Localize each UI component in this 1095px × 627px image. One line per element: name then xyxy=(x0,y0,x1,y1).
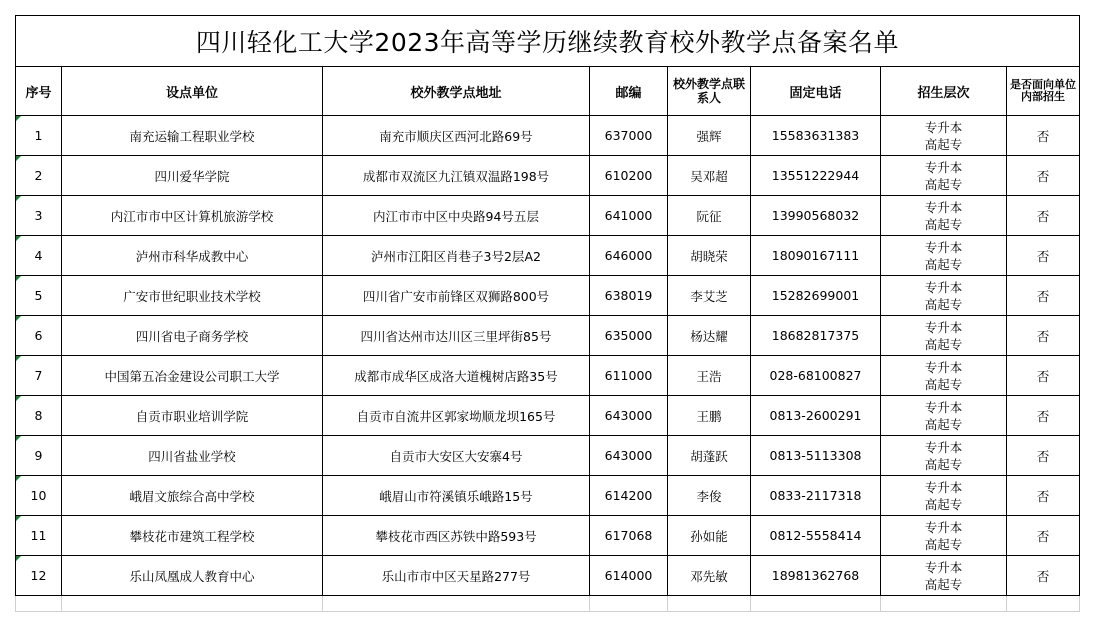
cell-address[interactable]: 南充市顺庆区西河北路69号 xyxy=(323,116,590,156)
cell-postcode[interactable]: 643000 xyxy=(590,396,668,436)
level-upgrade: 专升本 xyxy=(924,119,963,135)
cell-seq[interactable]: 7 xyxy=(16,356,62,396)
cell-seq[interactable]: 9 xyxy=(16,436,62,476)
cell-unit[interactable]: 广安市世纪职业技术学校 xyxy=(62,276,323,316)
level-highschool: 高起专 xyxy=(924,416,963,432)
cell-address[interactable]: 内江市市中区中央路94号五层 xyxy=(323,196,590,236)
level-highschool: 高起专 xyxy=(924,256,963,272)
level-upgrade: 专升本 xyxy=(924,359,963,375)
cell-phone[interactable]: 028-68100827 xyxy=(751,356,881,396)
cell-address[interactable]: 攀枝花市西区苏铁中路593号 xyxy=(323,516,590,556)
level-highschool: 高起专 xyxy=(924,576,963,592)
cell-postcode[interactable]: 635000 xyxy=(590,316,668,356)
cell-postcode[interactable]: 614200 xyxy=(590,476,668,516)
cell-address[interactable]: 成都市成华区成洛大道槐树店路35号 xyxy=(323,356,590,396)
record-table xyxy=(15,15,1080,612)
cell-phone[interactable]: 0812-5558414 xyxy=(751,516,881,556)
header-unit[interactable]: 设点单位 xyxy=(62,67,323,116)
cell-contact[interactable]: 强辉 xyxy=(668,116,751,156)
cell-contact[interactable]: 李俊 xyxy=(668,476,751,516)
level-highschool: 高起专 xyxy=(924,496,963,512)
level-highschool: 高起专 xyxy=(924,376,963,392)
cell-internal[interactable]: 否 xyxy=(1007,236,1080,276)
cell-contact[interactable]: 李艾芝 xyxy=(668,276,751,316)
cell-phone[interactable]: 13990568032 xyxy=(751,196,881,236)
header-postcode[interactable]: 邮编 xyxy=(590,67,668,116)
level-upgrade: 专升本 xyxy=(924,559,963,575)
cell-phone[interactable]: 0813-2600291 xyxy=(751,396,881,436)
cell-level[interactable] xyxy=(881,356,1007,396)
level-highschool: 高起专 xyxy=(924,176,963,192)
empty-cell[interactable] xyxy=(668,596,751,612)
cell-postcode[interactable]: 610200 xyxy=(590,156,668,196)
cell-unit[interactable]: 中国第五冶金建设公司职工大学 xyxy=(62,356,323,396)
cell-level[interactable] xyxy=(881,556,1007,596)
level-upgrade: 专升本 xyxy=(924,319,963,335)
cell-contact[interactable]: 阮征 xyxy=(668,196,751,236)
cell-internal[interactable]: 否 xyxy=(1007,556,1080,596)
cell-phone[interactable]: 0813-5113308 xyxy=(751,436,881,476)
cell-phone[interactable]: 15583631383 xyxy=(751,116,881,156)
cell-level[interactable] xyxy=(881,196,1007,236)
cell-level[interactable] xyxy=(881,396,1007,436)
cell-seq[interactable]: 12 xyxy=(16,556,62,596)
level-upgrade: 专升本 xyxy=(924,519,963,535)
cell-postcode[interactable]: 614000 xyxy=(590,556,668,596)
table-row xyxy=(16,556,1080,596)
table-row xyxy=(16,196,1080,236)
table-row xyxy=(16,396,1080,436)
cell-phone[interactable]: 15282699001 xyxy=(751,276,881,316)
cell-unit[interactable]: 自贡市职业培训学院 xyxy=(62,396,323,436)
cell-internal[interactable]: 否 xyxy=(1007,116,1080,156)
cell-address[interactable]: 峨眉山市符溪镇乐峨路15号 xyxy=(323,476,590,516)
cell-contact[interactable]: 杨达耀 xyxy=(668,316,751,356)
cell-unit[interactable]: 峨眉文旅综合高中学校 xyxy=(62,476,323,516)
cell-postcode[interactable]: 643000 xyxy=(590,436,668,476)
empty-cell[interactable] xyxy=(62,596,323,612)
cell-address[interactable]: 自贡市自流井区郭家坳顺龙坝165号 xyxy=(323,396,590,436)
cell-seq[interactable]: 2 xyxy=(16,156,62,196)
empty-cell[interactable] xyxy=(1007,596,1080,612)
empty-cell[interactable] xyxy=(751,596,881,612)
cell-internal[interactable]: 否 xyxy=(1007,356,1080,396)
cell-phone[interactable]: 18090167111 xyxy=(751,236,881,276)
cell-level[interactable] xyxy=(881,516,1007,556)
cell-level[interactable] xyxy=(881,156,1007,196)
empty-cell[interactable] xyxy=(881,596,1007,612)
cell-unit[interactable]: 南充运输工程职业学校 xyxy=(62,116,323,156)
cell-phone[interactable]: 0833-2117318 xyxy=(751,476,881,516)
cell-seq[interactable]: 5 xyxy=(16,276,62,316)
header-phone[interactable]: 固定电话 xyxy=(751,67,881,116)
cell-address[interactable]: 四川省广安市前锋区双狮路800号 xyxy=(323,276,590,316)
level-upgrade: 专升本 xyxy=(924,159,963,175)
empty-row xyxy=(16,596,1080,612)
cell-contact[interactable]: 孙如能 xyxy=(668,516,751,556)
level-upgrade: 专升本 xyxy=(924,279,963,295)
table-row xyxy=(16,516,1080,556)
cell-unit[interactable]: 四川省盐业学校 xyxy=(62,436,323,476)
cell-seq[interactable]: 11 xyxy=(16,516,62,556)
cell-seq[interactable]: 6 xyxy=(16,316,62,356)
cell-address[interactable]: 成都市双流区九江镇双温路198号 xyxy=(323,156,590,196)
empty-cell[interactable] xyxy=(16,596,62,612)
cell-unit[interactable]: 泸州市科华成教中心 xyxy=(62,236,323,276)
header-seq[interactable]: 序号 xyxy=(16,67,62,116)
cell-internal[interactable]: 否 xyxy=(1007,476,1080,516)
page-title[interactable]: 四川轻化工大学2023年高等学历继续教育校外教学点备案名单 xyxy=(16,16,1080,67)
level-highschool: 高起专 xyxy=(924,336,963,352)
cell-seq[interactable]: 10 xyxy=(16,476,62,516)
cell-address[interactable]: 乐山市市中区天星路277号 xyxy=(323,556,590,596)
level-upgrade: 专升本 xyxy=(924,199,963,215)
cell-phone[interactable]: 18682817375 xyxy=(751,316,881,356)
cell-internal[interactable]: 否 xyxy=(1007,156,1080,196)
level-highschool: 高起专 xyxy=(924,456,963,472)
cell-level[interactable] xyxy=(881,316,1007,356)
level-upgrade: 专升本 xyxy=(924,239,963,255)
cell-address[interactable]: 四川省达州市达川区三里坪街85号 xyxy=(323,316,590,356)
level-upgrade: 专升本 xyxy=(924,399,963,415)
cell-level[interactable] xyxy=(881,276,1007,316)
cell-unit[interactable]: 四川省电子商务学校 xyxy=(62,316,323,356)
cell-contact[interactable]: 胡晓荣 xyxy=(668,236,751,276)
cell-postcode[interactable]: 611000 xyxy=(590,356,668,396)
cell-phone[interactable]: 18981362768 xyxy=(751,556,881,596)
cell-seq[interactable]: 1 xyxy=(16,116,62,156)
cell-postcode[interactable]: 646000 xyxy=(590,236,668,276)
table-row xyxy=(16,356,1080,396)
cell-seq[interactable]: 4 xyxy=(16,236,62,276)
cell-unit[interactable]: 攀枝花市建筑工程学校 xyxy=(62,516,323,556)
cell-level[interactable] xyxy=(881,436,1007,476)
cell-internal[interactable]: 否 xyxy=(1007,516,1080,556)
level-highschool: 高起专 xyxy=(924,536,963,552)
spreadsheet xyxy=(15,15,1080,612)
cell-internal[interactable]: 否 xyxy=(1007,196,1080,236)
level-highschool: 高起专 xyxy=(924,296,963,312)
table-row xyxy=(16,316,1080,356)
header-internal[interactable]: 是否面向单位内部招生 xyxy=(1007,67,1080,116)
table-row xyxy=(16,236,1080,276)
table-row xyxy=(16,116,1080,156)
cell-unit[interactable]: 四川爱华学院 xyxy=(62,156,323,196)
table-row xyxy=(16,476,1080,516)
cell-contact[interactable]: 王鹏 xyxy=(668,396,751,436)
cell-contact[interactable]: 邓先敏 xyxy=(668,556,751,596)
level-upgrade: 专升本 xyxy=(924,439,963,455)
level-upgrade: 专升本 xyxy=(924,479,963,495)
cell-internal[interactable]: 否 xyxy=(1007,316,1080,356)
header-address[interactable]: 校外教学点地址 xyxy=(323,67,590,116)
header-contact[interactable]: 校外教学点联系人 xyxy=(668,67,751,116)
cell-unit[interactable]: 乐山凤凰成人教育中心 xyxy=(62,556,323,596)
cell-contact[interactable]: 吴邓超 xyxy=(668,156,751,196)
level-highschool: 高起专 xyxy=(924,136,963,152)
cell-address[interactable]: 泸州市江阳区肖巷子3号2层A2 xyxy=(323,236,590,276)
header-row xyxy=(16,67,1080,116)
cell-seq[interactable]: 3 xyxy=(16,196,62,236)
cell-seq[interactable]: 8 xyxy=(16,396,62,436)
cell-level[interactable] xyxy=(881,476,1007,516)
table-row xyxy=(16,276,1080,316)
cell-unit[interactable]: 内江市市中区计算机旅游学校 xyxy=(62,196,323,236)
cell-postcode[interactable]: 617068 xyxy=(590,516,668,556)
cell-address[interactable]: 自贡市大安区大安寨4号 xyxy=(323,436,590,476)
cell-contact[interactable]: 王浩 xyxy=(668,356,751,396)
cell-level[interactable] xyxy=(881,236,1007,276)
cell-internal[interactable]: 否 xyxy=(1007,396,1080,436)
cell-internal[interactable]: 否 xyxy=(1007,276,1080,316)
cell-contact[interactable]: 胡蓬跃 xyxy=(668,436,751,476)
cell-postcode[interactable]: 637000 xyxy=(590,116,668,156)
cell-internal[interactable]: 否 xyxy=(1007,436,1080,476)
table-row xyxy=(16,156,1080,196)
cell-level[interactable] xyxy=(881,116,1007,156)
table-row xyxy=(16,436,1080,476)
empty-cell[interactable] xyxy=(590,596,668,612)
cell-postcode[interactable]: 638019 xyxy=(590,276,668,316)
cell-postcode[interactable]: 641000 xyxy=(590,196,668,236)
cell-phone[interactable]: 13551222944 xyxy=(751,156,881,196)
empty-cell[interactable] xyxy=(323,596,590,612)
header-level[interactable]: 招生层次 xyxy=(881,67,1007,116)
level-highschool: 高起专 xyxy=(924,216,963,232)
